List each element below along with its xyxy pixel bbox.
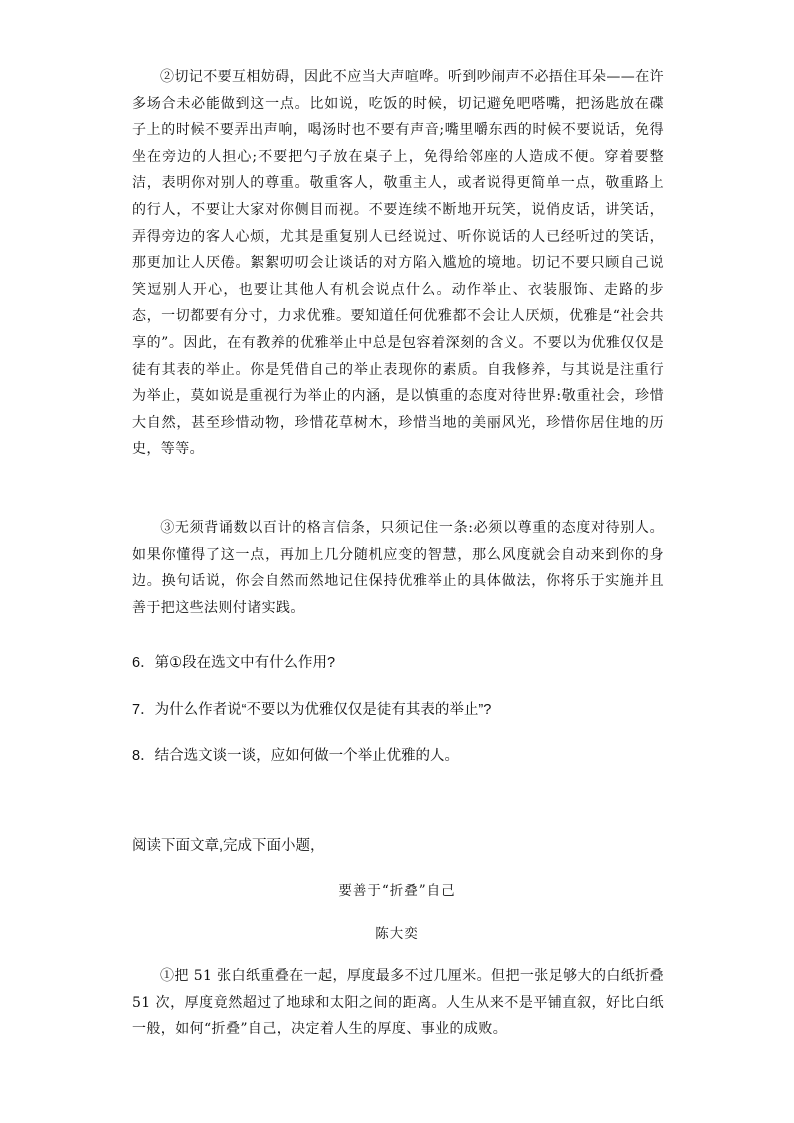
question-6: 6．第①段在选文中有什么作用? (132, 655, 336, 671)
passage2-title: 要善于“折叠”自己 (338, 883, 456, 899)
passage1-paragraph-2-text: ②切记不要互相妨碍，因此不应当大声喧哗。听到吵闹声不必捂住耳朵——在许多场合未必能做到这一点。比如说，吃饭的时候，切记避免吧嗒嘴，把汤匙放在碟子上的时候不要弄出声响，喝汤时也不要有声音;嘴里嚼东西的时候不要说话，免得坐在旁边的人担心;不要把勺子放在桌子上，免得给邻座的人造成不便。穿着要整洁，表明你对别人的尊重。敬重客人，敬重主人，或者说得更简单一点，敬重路上的行人，不要让大家对你侧目而视。不要连续不断地开玩笑，说俏皮话，讲笑话，弄得旁边的客人心烦，尤其是重复别人已经说过、听你说话的人已经听过的笑话，那更加让人厌倦。絮絮叨叨会让谈话的对方陷入尴尬的境地。切记不要只顾自己说笑逗别人开心，也要让其他人有机会说点什么。动作举止、衣装服饰、走路的步态，一切都要有分寸，力求优雅。要知道任何优雅都不会让人厌烦，优雅是“社会共享的”。因此，在有教养的优雅举止中总是包容着深刻的含义。不要以为优雅仅仅是徒有其表的举止。你是凭借自己的举止表现你的素质。自我修养，与其说是注重行为举止，莫如说是重视行为举止的内涵，是以慎重的态度对待世界:敬重社会，珍惜大自然，甚至珍惜动物，珍惜花草树木，珍惜当地的美丽风光，珍惜你居住地的历史，等等。 (132, 69, 664, 458)
passage1-paragraph-2 (132, 64, 664, 463)
question-8: 8．结合选文谈一谈，应如何做一个举止优雅的人。 (132, 748, 460, 764)
passage2-instruction: 阅读下面文章,完成下面小题， (132, 838, 325, 854)
question-7: 7．为什么作者说“不要以为优雅仅仅是徒有其表的举止”? (132, 702, 492, 718)
passage1-paragraph-3-text: ③无须背诵数以百计的格言信条，只须记住一条:必须以尊重的态度对待别人。如果你懂得了这一点，再加上几分随机应变的智慧，那么风度就会自动来到你的身边。换句话说，你会自然而然地记住保持优雅举止的具体做法，你将乐于实施并且善于把这些法则付诸实践。 (132, 520, 664, 616)
passage1-paragraph-3 (132, 515, 664, 621)
passage2-paragraph-1-text: ①把 51 张白纸重叠在一起，厚度最多不过几厘米。但把一张足够大的白纸折叠 51 次，厚度竟然超过了地球和太阳之间的距离。人生从来不是平铺直叙，好比白纸一般，如何“折叠”自己，决定着人生的厚度、事业的成败。 (132, 968, 664, 1038)
passage2-author: 陈大奕 (375, 926, 419, 942)
passage2-paragraph-1 (132, 963, 664, 1043)
